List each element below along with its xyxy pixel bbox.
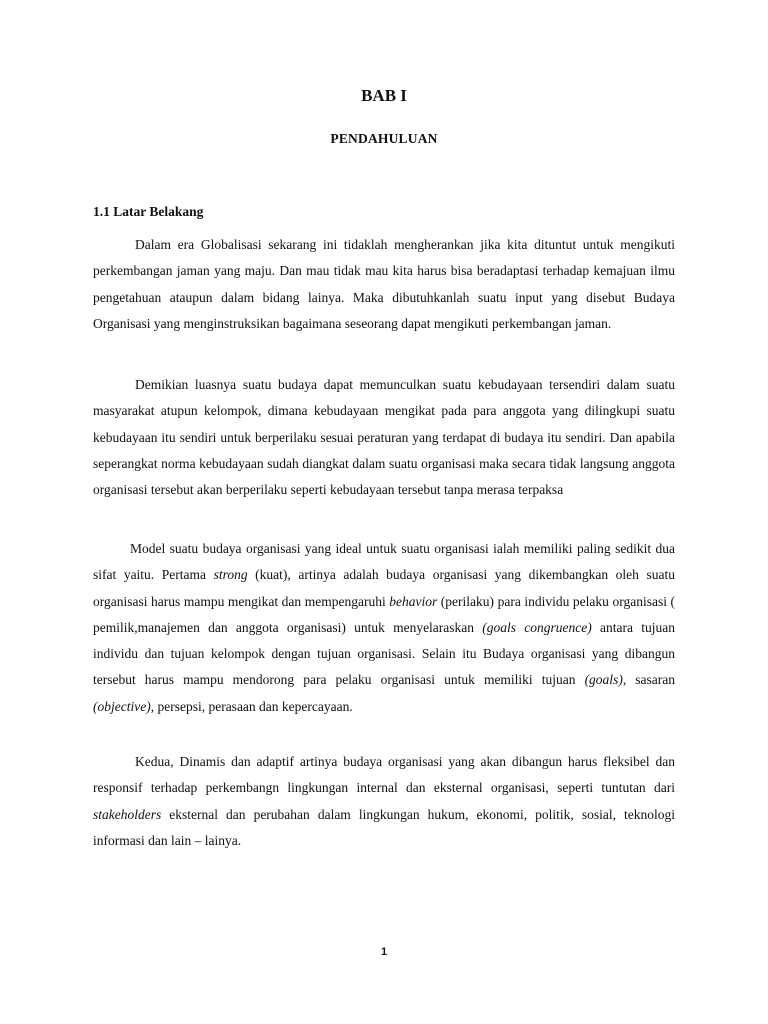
paragraph-2 [93, 372, 675, 503]
paragraph-3-text: , sasaran [622, 672, 675, 688]
term-stakeholders: stakeholders [93, 806, 162, 822]
section-heading: 1.1 Latar Belakang [93, 204, 204, 219]
paragraph-3 [93, 536, 675, 720]
term-strong: strong [213, 567, 248, 583]
paragraph-3-text: (kuat), artinya adalah budaya organisasi yang dikembangkan oleh suatu organisasi harus mampu mengikat dan mempengaruhi [93, 567, 675, 609]
paragraph-4 [93, 749, 675, 854]
term-goals: (goals) [584, 672, 623, 688]
paragraph-3-text: Model suatu budaya organisasi yang ideal untuk suatu organisasi ialah memiliki paling sedikit dua sifat yaitu. Pertama [93, 541, 675, 583]
paragraph-3-text: antara tujuan individu dan tujuan kelompok dengan tujuan organisasi. Selain itu Budaya organisasi yang dibangun tersebut harus mampu mendorong para pelaku organisasi untuk memiliki tujuan [93, 619, 676, 688]
paragraph-4-text: Kedua, Dinamis dan adaptif artinya budaya organisasi yang akan dibangun harus fleksibel dan responsif terhadap perkembangn lingkungan internal dan eksternal organisasi, seperti tuntutan dari [93, 754, 675, 796]
term-behavior: behavior [389, 593, 438, 609]
paragraph-3-text: , persepsi, perasaan dan kepercayaan. [150, 698, 353, 714]
paragraph-1 [93, 232, 675, 337]
term-goals-congruence: (goals congruence) [482, 619, 592, 635]
page-number: 1 [380, 946, 388, 958]
chapter-title: PENDAHULUAN [330, 131, 438, 146]
term-objective: (objective) [93, 698, 151, 714]
paragraph-4-text: eksternal dan perubahan dalam lingkungan hukum, ekonomi, politik, sosial, teknologi informasi dan lain – lainya. [93, 806, 675, 848]
chapter-heading: BAB I [361, 86, 407, 105]
paragraph-3-text: (perilaku) para individu pelaku organisasi ( pemilik,manajemen dan anggota organisasi) untuk menyelaraskan [93, 593, 675, 635]
paragraph-2-text: Demikian luasnya suatu budaya dapat memunculkan suatu kebudayaan tersendiri dalam suatu masyarakat atupun kelompok, dimana kebudayaan mengikat pada para anggota yang dilingkupi suatu kebudayaan itu sendiri untuk berperilaku sesuai peraturan yang terdapat di budaya itu sendiri. Dan apabila seperangkat norma kebudayaan sudah diangkat dalam suatu organisasi maka secara tidak langsung anggota organisasi tersebut akan berperilaku seperti kebudayaan tersebut tanpa merasa terpaksa [93, 377, 675, 498]
paragraph-1-text: Dalam era Globalisasi sekarang ini tidaklah mengherankan jika kita dituntut untuk mengikuti perkembangan jaman yang maju. Dan mau tidak mau kita harus bisa beradaptasi terhadap kemajuan ilmu pengetahuan ataupun dalam bidang lainya. Maka dibutuhkanlah suatu input yang disebut Budaya Organisasi yang menginstruksikan bagaimana seseorang dapat mengikuti perkembangan jaman. [93, 237, 675, 331]
